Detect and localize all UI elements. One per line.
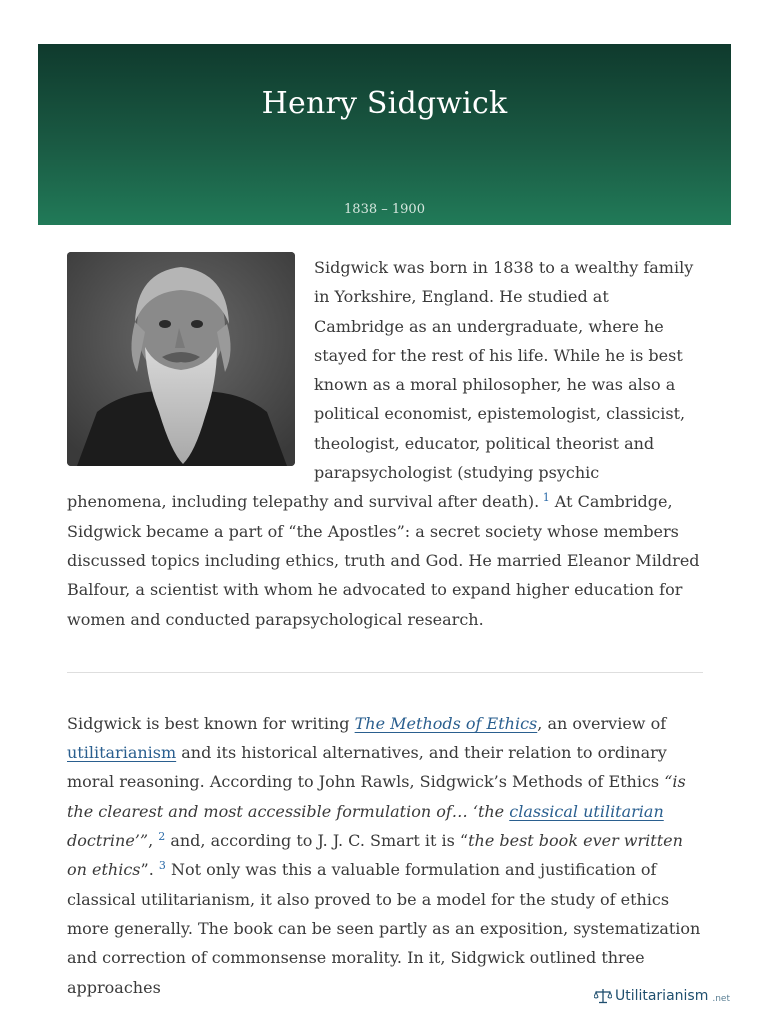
footnote-ref-2-label[interactable]: 2 (158, 830, 166, 844)
classical-utilitarian-link[interactable] (509, 802, 664, 821)
methods-paragraph (67, 709, 703, 1002)
portrait-image (67, 252, 295, 466)
utilitarianism-link[interactable]: utilitarianism (67, 743, 177, 763)
footer-brand-name[interactable]: Utilitarianism (614, 988, 709, 1004)
rawls-quote-2: doctrine’” (67, 831, 149, 851)
smart-quote: the best book ever written on ethics (67, 831, 683, 880)
footnote-ref-1[interactable] (539, 491, 550, 504)
article-body (67, 252, 703, 1002)
portrait-photo-icon (67, 252, 295, 466)
site-footer-brand[interactable] (594, 988, 730, 1004)
page-title: Henry Sidgwick (261, 86, 508, 121)
methods-text-7: Not only was this a valuable formulation and justification of classical utilitarianism, it also proved to be a model for the study of ethics more generally. The book can be seen partly as an exposition, systematization and correction of commonsense morality. In it, Sidgwick outlined three approaches (67, 860, 701, 997)
bio-text-2: At Cambridge, Sidgwick became a part of “the Apostles”: a secret society whose members discussed topics including ethics, truth and God. He married Eleanor Mildred Balfour, a scientist with whom he advocated to expand higher education for women and conducted parapsychological research. (67, 492, 700, 629)
methods-text-6: ”. (140, 860, 159, 880)
footer-brand-tld[interactable]: .net (712, 993, 730, 1004)
methods-text-2: , an overview of (537, 713, 667, 733)
footnote-ref-3[interactable] (159, 859, 166, 872)
methods-of-ethics-link-label[interactable]: The Methods of Ethics (354, 713, 538, 733)
rawls-quote-1: “is the clearest and most accessible formulation of… ‘the (67, 772, 686, 821)
methods-text-5: and, according to J. J. C. Smart it is “ (165, 831, 469, 851)
methods-of-ethics-link[interactable] (355, 714, 538, 733)
classical-utilitarian-link-label[interactable]: classical utilitarian (509, 801, 664, 821)
section-divider (67, 672, 703, 673)
scales-icon (594, 988, 612, 1004)
methods-text-4: , (148, 831, 159, 851)
page-header (38, 44, 731, 225)
footnote-ref-1-label[interactable]: 1 (542, 491, 550, 505)
bio-text: Sidgwick was born in 1838 to a wealthy family in Yorkshire, England. He studied at Cambridge as an undergraduate, where he stayed for the rest of his life. While he is best known as a moral philosopher, he was also a political economist, epistemologist, classicist, theologist, educator, political theorist and parapsychologist (studying psychic phenomena, including telepathy and survival after death). (67, 258, 694, 512)
life-dates: 1838 – 1900 (344, 202, 425, 217)
methods-text-3: and its historical alternatives, and their relation to ordinary moral reasoning. According to John Rawls, Sidgwick’s Methods of Ethics (67, 743, 667, 792)
footnote-ref-3-label[interactable]: 3 (158, 859, 166, 873)
methods-text-1: Sidgwick is best known for writing (67, 713, 355, 733)
